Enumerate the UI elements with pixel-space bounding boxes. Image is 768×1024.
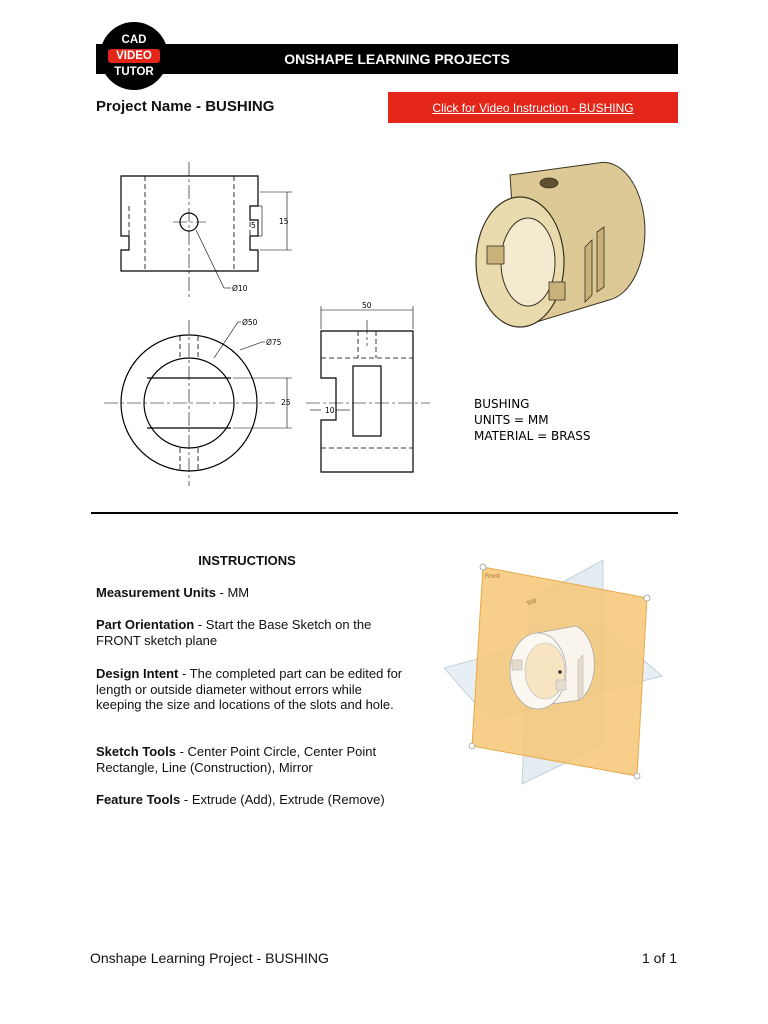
top-view	[121, 162, 292, 297]
project-name: Project Name - BUSHING	[96, 98, 275, 115]
instruction-text: - Center Point Circle, Center Point Rectangle, Line (Construction), Mirror	[96, 744, 377, 775]
dim-25: 25	[281, 398, 291, 407]
instruction-part-orientation	[96, 617, 406, 648]
dim-inner-diameter: Ø50	[242, 318, 258, 327]
header-bar	[96, 44, 678, 74]
dim-outer-diameter: Ø75	[266, 338, 282, 347]
instruction-label: Feature Tools	[96, 792, 181, 807]
video-link-label: Click for Video Instruction - BUSHING	[432, 100, 634, 115]
section-divider	[91, 512, 678, 514]
cad-video-tutor-logo[interactable]	[100, 22, 168, 90]
instruction-sketch-tools	[96, 744, 406, 775]
note-line-3: MATERIAL = BRASS	[474, 429, 591, 443]
instruction-text: - MM	[215, 585, 250, 600]
dim-15: 15	[279, 217, 289, 226]
front-view	[104, 320, 292, 486]
page-number: 1 of 1	[641, 950, 677, 966]
instruction-measurement-units	[96, 585, 406, 601]
instruction-text: - Start the Base Sketch on the FRONT sketch plane	[96, 617, 372, 648]
header-title: ONSHAPE LEARNING PROJECTS	[284, 51, 510, 67]
side-view	[306, 306, 430, 472]
top-plane-label: Top	[525, 596, 538, 608]
logo-line-2: VIDEO	[108, 49, 160, 63]
dim-hole-diameter: Ø10	[232, 284, 248, 293]
instruction-text: - Extrude (Add), Extrude (Remove)	[180, 792, 385, 807]
dim-10: 10	[325, 406, 335, 415]
instruction-label: Part Orientation	[96, 617, 195, 632]
footer-project-title: Onshape Learning Project - BUSHING	[90, 950, 329, 966]
logo-line-3: TUTOR	[114, 66, 154, 78]
note-line-2: UNITS = MM	[474, 413, 549, 427]
video-instruction-link[interactable]	[388, 92, 678, 123]
instruction-design-intent	[96, 666, 406, 713]
bushing-3d-render	[476, 162, 645, 327]
instruction-label: Design Intent	[96, 666, 179, 681]
logo-line-1: CAD	[121, 34, 147, 46]
instruction-feature-tools	[96, 792, 406, 808]
front-plane-label: Front	[485, 573, 501, 580]
instruction-text: - The completed part can be edited for length or outside diameter without errors while keeping the size and locations of the slots and hole.	[96, 666, 403, 712]
dim-5: 5	[251, 221, 256, 230]
instruction-label: Sketch Tools	[96, 744, 176, 759]
note-line-1: BUSHING	[474, 397, 530, 411]
dim-50: 50	[362, 301, 372, 310]
instruction-label: Measurement Units	[96, 585, 216, 600]
instructions-heading: INSTRUCTIONS	[198, 553, 296, 568]
technical-drawing	[96, 150, 678, 500]
onshape-sketch-image	[440, 557, 665, 787]
